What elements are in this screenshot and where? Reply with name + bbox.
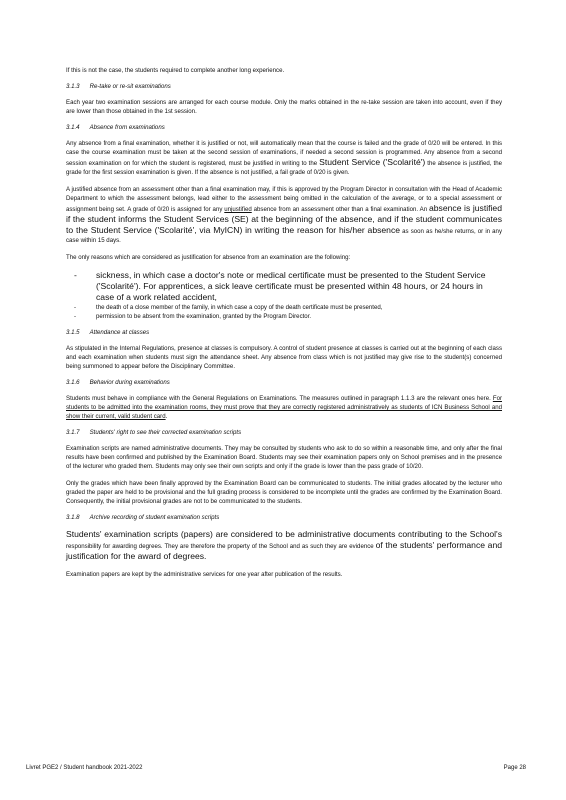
page-number: Page 28 bbox=[503, 765, 526, 771]
section-title: Behavior during examinations bbox=[89, 379, 170, 386]
footer-title: Livret PGE2 / Student handbook 2021-2022 bbox=[26, 765, 143, 771]
student-service-text: Student Service ('Scolarité') bbox=[319, 157, 426, 167]
attendance-paragraph: As stipulated in the Internal Regulations, presence at classes is compulsory. A control of student presence at classes is carried out at the beginning of each class and each examination when students must sign the attendance sheet. Any absence from class which is not justified may give rise to the student(s) concerned being summoned to appear before the Disciplinary Committee. bbox=[66, 345, 502, 370]
section-number: 3.1.3 bbox=[66, 83, 80, 90]
section-heading-behavior bbox=[66, 379, 502, 386]
section-number: 3.1.8 bbox=[66, 514, 80, 521]
list-item: - permission to be absent from the examination, granted by the Program Director. bbox=[74, 313, 312, 320]
section-title: Attendance at classes bbox=[89, 329, 150, 336]
archive-paragraph-2: Examination papers are kept by the administrative services for one year after publication of the results. bbox=[66, 571, 343, 578]
reasons-intro: The only reasons which are considered as justification for absence from an examination are the following: bbox=[66, 254, 351, 261]
behavior-paragraph: Students must behave in compliance with the General Regulations on Examinations. The measures outlined in paragraph 1.1.3 are the relevant ones here. For students to be admitted into the examination rooms, they must prove that they are correctly registered administratively as students of ICN Business School and show their current, valid student card. bbox=[66, 395, 502, 420]
intro-paragraph: If this is not the case, the students required to complete another long experience. bbox=[66, 67, 285, 74]
behavior-text: Students must behave in compliance with the General Regulations on Examinations. The measures outlined in paragraph 1.1.3 are the relevant ones here. bbox=[66, 395, 491, 402]
section-heading-absence bbox=[66, 124, 502, 131]
page-footer bbox=[26, 765, 526, 771]
section-title: Re-take or re-sit examinations bbox=[89, 83, 171, 90]
absence-paragraph-1 bbox=[66, 139, 502, 177]
absence-deadline-text: as soon as he/she returns, or in any case within 15 days. bbox=[66, 228, 502, 244]
justified-absence-text-cont: absence from an assessment other than a final examination. An bbox=[253, 206, 428, 213]
section-heading-archive bbox=[66, 514, 502, 521]
absence-rule-text: absence is justified if the student informs the Student Services (SE) at the beginning of the absence, and if the student communicates to the Student Service ('Scolarité', via MyICN) in writing the reason for his/her absence bbox=[66, 203, 502, 235]
scripts-paragraph-1: Examination scripts are named administrative documents. They may be consulted by students who ask to do so within a reasonable time, and only after the final results have been confirmed and published by the Examination Board. Students may see their examination papers only on School premises and in the presence of the lecturer who graded them. Students may only see their own scripts and only if the grade is lower than the pass grade of 10/20. bbox=[66, 445, 502, 470]
list-item: - the death of a close member of the family, in which case a copy of the death certificate must be presented, bbox=[74, 304, 383, 311]
section-heading-attendance bbox=[66, 329, 502, 336]
section-heading-retake bbox=[66, 83, 502, 90]
section-number: 3.1.7 bbox=[66, 429, 80, 436]
archive-text-end: of the students' performance and justification for the award of degrees. bbox=[66, 540, 503, 561]
document-page bbox=[66, 66, 502, 587]
justified-absence-text: A justified absence from an assessment other than a final examination may, if this is approved by the Program Director in consultation with the Head of Academic Department to which the assessment belongs, lead either to the assessment being omitted in the calculation of the average, or to a special assessment or assignment being set. A grade of 0/20 is assigned for any bbox=[66, 186, 502, 213]
section-title: Absence from examinations bbox=[89, 124, 165, 131]
section-title: Students' right to see their corrected examination scripts bbox=[89, 429, 242, 436]
reasons-list bbox=[66, 270, 502, 321]
archive-text-cont: responsibility for awarding degrees. They are therefore the property of the School and as such they are evidence bbox=[66, 543, 374, 550]
section-number: 3.1.6 bbox=[66, 379, 80, 386]
list-item: - sickness, in which case a doctor's note or medical certificate must be presented to the Student Service ('Scolarité'). For apprentices, a sick leave certificate must be presented within 48 hours, or 24 hours in case of a work related accident, bbox=[74, 270, 486, 302]
archive-paragraph-1 bbox=[66, 529, 502, 562]
absence-paragraph-2 bbox=[66, 185, 502, 245]
absence-text: Any absence from a final examination, whether it is justified or not, will automatically mean that the course is failed and the grade of 0/20 will be entered. In this case the course examination must be taken at the second session of examinations, if needed a second session is programmed. Any absence from a second session examination on for which the student is registered, must be justified in writing to the bbox=[66, 140, 502, 167]
retake-paragraph: Each year two examination sessions are arranged for each course module. Only the marks obtained in the re-take session are taken into account, even if they are lower than those obtained in the 1st session. bbox=[66, 99, 502, 115]
section-title: Archive recording of student examination scripts bbox=[89, 514, 220, 521]
section-heading-scripts-right bbox=[66, 429, 502, 436]
absence-text-cont: the absence is justified, the grade for the first session examination is given. If the absence is not justified, a fail grade of 0/20 is given. bbox=[66, 160, 502, 176]
unjustified-word: unjustified bbox=[224, 206, 252, 213]
section-number: 3.1.4 bbox=[66, 124, 80, 131]
scripts-paragraph-2: Only the grades which have been finally approved by the Examination Board can be communicated to students. The initial grades allocated by the lecturer who graded the paper are held to be provisional and the full grading process is considered to be incomplete until the grades are confirmed by the Examination Board. Consequently, the initial provisional grades are not to be communicated to the students. bbox=[66, 480, 502, 505]
archive-text: Students' examination scripts (papers) are considered to be administrative documents contributing to the School's bbox=[66, 529, 502, 539]
student-card-rule: For students to be admitted into the examination rooms, they must prove that they are correctly registered administratively as students of ICN Business School and show their current, valid student card bbox=[66, 395, 502, 420]
section-number: 3.1.5 bbox=[66, 329, 80, 336]
